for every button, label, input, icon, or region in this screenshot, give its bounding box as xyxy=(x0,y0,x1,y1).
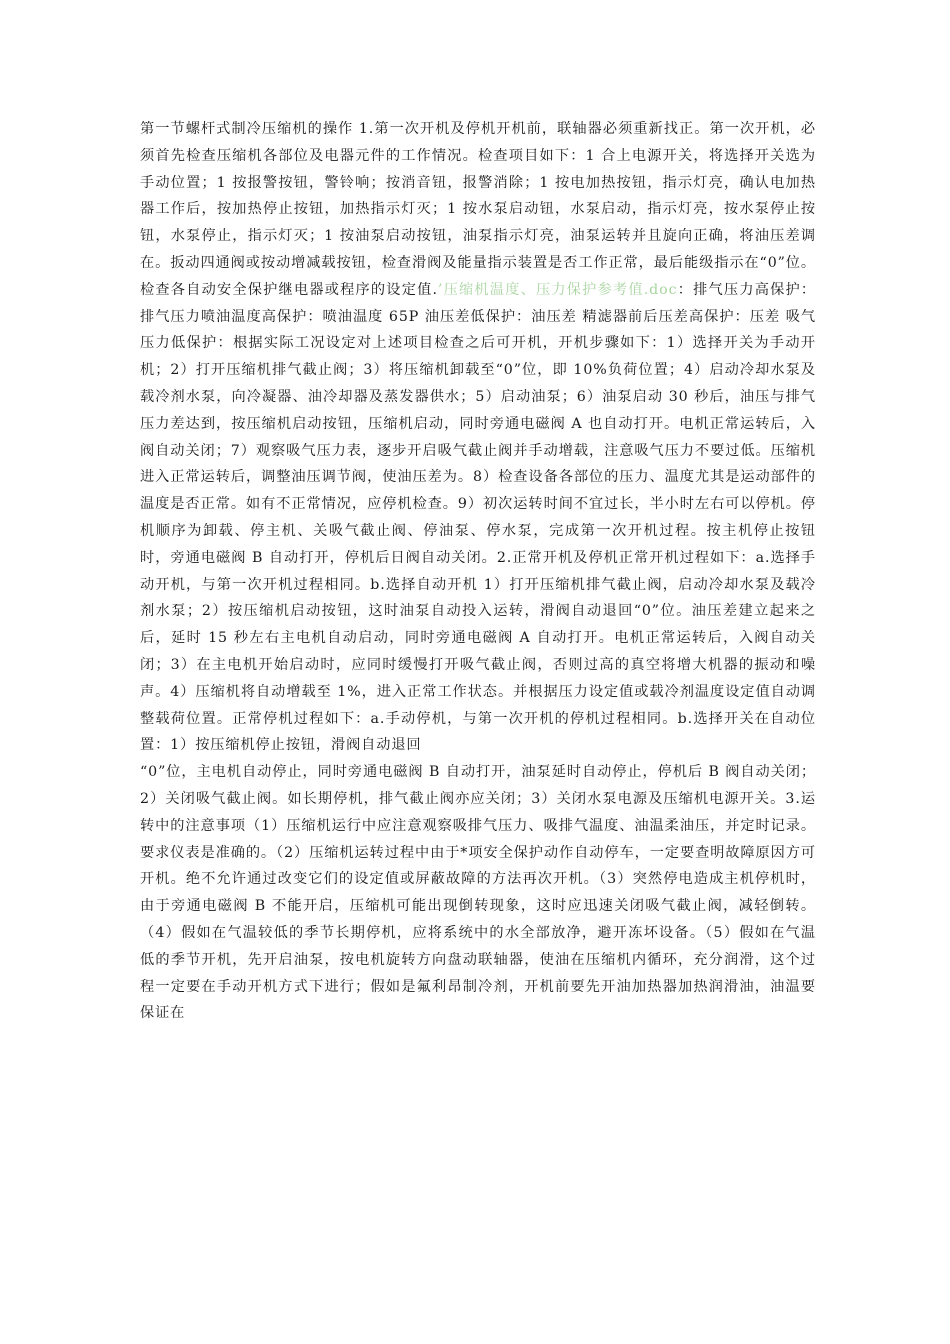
paragraph-2: “0”位，主电机自动停止，同时旁通电磁阀 B 自动打开，油泵延时自动停止，停机后 B 阀自动关闭；2）关闭吸气截止阀。如长期停机，排气截止阀亦应关闭；3）关闭水泵电源及压缩机电源开关。3.运转中的注意事项（1）压缩机运行中应注意观察吸排气压力、吸排气温度、油温柔油压，并定时记录。要求仪表是准确的。（2）压缩机运转过程中由于*项安全保护动作自动停车，一定要查明故障原因方可开机。绝不允许通过改变它们的设定值或屏蔽故障的方法再次开机。（3）突然停电造成主机停机时，由于旁通电磁阀 B 不能开启，压缩机可能出现倒转现象，这时应迅速关闭吸气截止阀，减轻倒转。（4）假如在气温较低的季节长期停机，应将系统中的水全部放净，避开冻坏设备。（5）假如在气温低的季节开机，先开启油泵，按电机旋转方向盘动联轴器，使油在压缩机内循环，充分润滑，这个过程一定要在手动开机方式下进行；假如是氟利昂制冷剂，开机前要先开油加热器加热润滑油，油温要保证在 xyxy=(140,764,816,1022)
attachment-link[interactable]: ’压缩机温度、压力保护参考值.doc xyxy=(437,281,678,298)
document-body xyxy=(140,116,816,1027)
paragraph-1-text-a: 第一节螺杆式制冷压缩机的操作 1.第一次开机及停机开机前，联轴器必须重新找正。第一次开机，必须首先检查压缩机各部位及电器元件的工作情况。检查项目如下：1 合上电源开关，将选择开关选为手动位置；1 按报警按钮，警铃响；按消音钮，报警消除；1 按电加热按钮，指示灯亮，确认电加热器工作后，按加热停止按钮，加热指示灯灭；1 按水泵启动钮，水泵启动，指示灯亮，按水泵停止按钮，水泵停止，指示灯灭；1 按油泵启动按钮，油泵指示灯亮，油泵运转并且旋向正确，将油压差调在。扳动四通阀或按动增减载按钮，检查滑阀及能量指示装置是否工作正常，最后能级指示在“0”位。检查各自动安全保护继电器或程序的设定值. xyxy=(140,121,816,298)
paragraph-1-text-b: ：排气压力高保护：排气压力喷油温度高保护：喷油温度 65P 油压差低保护：油压差 精滤器前后压差高保护：压差 吸气压力低保护：根据实际工况设定对上述项目检查之后可开机，开机步骤如下：1）选择开关为手动开机；2）打开压缩机排气截止阀；3）将压缩机卸载至“0”位，即 10%负荷位置；4）启动冷却水泵及载冷剂水泵，向冷凝器、油冷却器及蒸发器供水；5）启动油泵；6）油泵启动 30 秒后，油压与排气压力差达到，按压缩机启动按钮，压缩机启动，同时旁通电磁阀 A 也自动打开。电机正常运转后，入阀自动关闭；7）观察吸气压力表，逐步开启吸气截止阀并手动增载，注意吸气压力不要过低。压缩机进入正常运转后，调整油压调节阀，使油压差为。8）检查设备各部位的压力、温度尤其是运动部件的温度是否正常。如有不正常情况，应停机检查。9）初次运转时间不宜过长，半小时左右可以停机。停机顺序为卸载、停主机、关吸气截止阀、停油泵、停水泵，完成第一次开机过程。按主机停止按钮时，旁通电磁阀 B 自动打开，停机后日阀自动关闭。2.正常开机及停机正常开机过程如下：a.选择手动开机，与第一次开机过程相同。b.选择自动开机 1）打开压缩机排气截止阀，启动冷却水泵及载冷剂水泵；2）按压缩机启动按钮，这时油泵自动投入运转，滑阀自动退回“0”位。油压差建立起来之后，延时 15 秒左右主电机自动启动，同时旁通电磁阀 A 自动打开。电机正常运转后，入阀自动关闭；3）在主电机开始启动时，应同时缓慢打开吸气截止阀，否则过高的真空将增大机器的振动和噪声。4）压缩机将自动增载至 1%，进入正常工作状态。并根据压力设定值或载冷剂温度设定值自动调整载荷位置。正常停机过程如下：a.手动停机，与第一次开机的停机过程相同。b.选择开关在自动位置：1）按压缩机停止按钮，滑阀自动退回 xyxy=(140,281,816,754)
paragraph-1 xyxy=(140,116,816,759)
